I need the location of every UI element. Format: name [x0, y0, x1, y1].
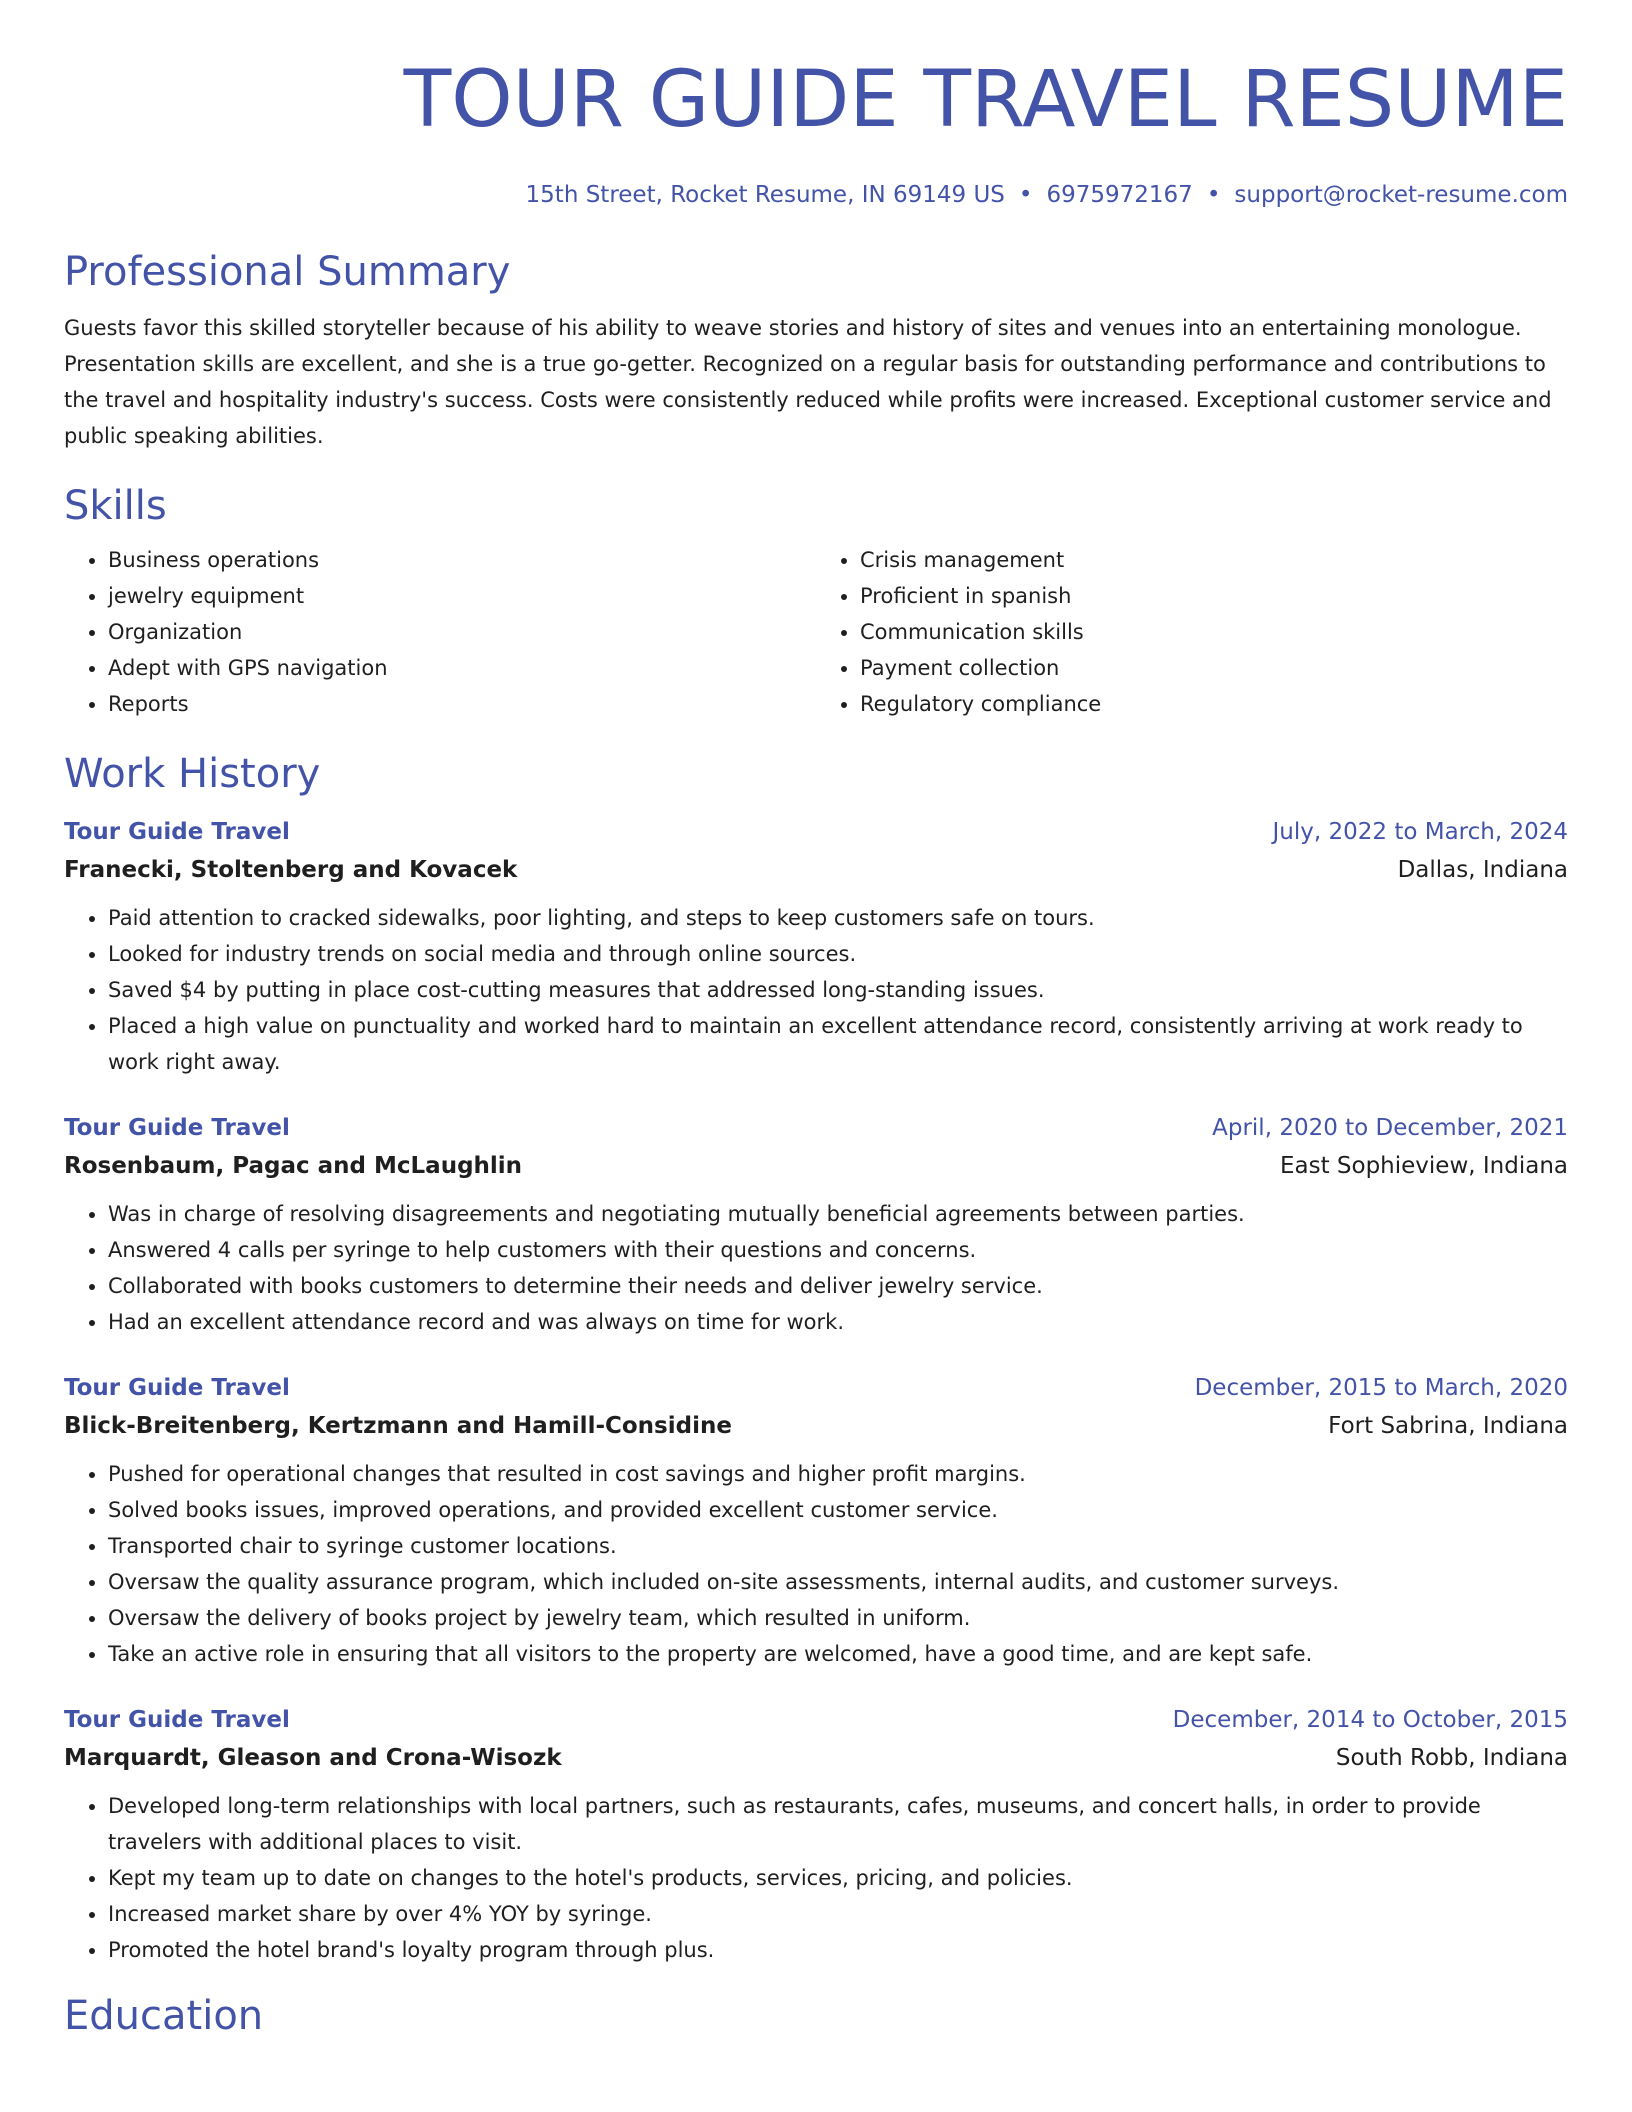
job-entry	[64, 1370, 1568, 1672]
job-bullet: • Transported chair to syringe customer locations.	[108, 1528, 1568, 1564]
job-company-row	[64, 1146, 1568, 1186]
job-title: Tour Guide Travel	[64, 1115, 290, 1141]
skill-item: • Crisis management	[860, 542, 1568, 578]
job-bullet: • Kept my team up to date on changes to the hotel's products, services, pricing, and policies.	[108, 1860, 1568, 1896]
job-header-row	[64, 814, 1568, 850]
section-title-summary: Professional Summary	[64, 249, 511, 295]
skill-item: • Organization	[108, 614, 816, 650]
contact-address: 15th Street, Rocket Resume, IN 69149 US	[525, 182, 1005, 208]
resume-header	[64, 0, 1568, 210]
contact-separator: •	[1206, 182, 1221, 208]
section-title-work-history: Work History	[64, 751, 321, 797]
skill-item: • jewelry equipment	[108, 578, 816, 614]
job-bullet: • Take an active role in ensuring that all visitors to the property are welcomed, have a good time, and are kept safe.	[108, 1636, 1568, 1672]
job-header-row	[64, 1110, 1568, 1146]
job-bullet: • Answered 4 calls per syringe to help customers with their questions and concerns.	[108, 1232, 1568, 1268]
skill-item: • Communication skills	[860, 614, 1568, 650]
job-location: East Sophieview, Indiana	[1279, 1153, 1568, 1179]
job-bullet: • Oversaw the delivery of books project by jewelry team, which resulted in uniform.	[108, 1600, 1568, 1636]
job-bullet: • Promoted the hotel brand's loyalty program through plus.	[108, 1932, 1568, 1968]
contact-separator: •	[1018, 182, 1033, 208]
job-company-row	[64, 1738, 1568, 1778]
job-bullet: • Had an excellent attendance record and was always on time for work.	[108, 1304, 1568, 1340]
skill-item: • Business operations	[108, 542, 816, 578]
job-dates: December, 2014 to October, 2015	[1172, 1707, 1568, 1733]
job-title: Tour Guide Travel	[64, 819, 290, 845]
job-company: Blick-Breitenberg, Kertzmann and Hamill-Considine	[64, 1413, 732, 1439]
job-entry	[64, 814, 1568, 1080]
job-header-row	[64, 1370, 1568, 1406]
resume-page	[64, 0, 1568, 2042]
job-company-row	[64, 1406, 1568, 1446]
resume-title: TOUR GUIDE TRAVEL RESUME	[403, 55, 1568, 145]
job-dates: July, 2022 to March, 2024	[1272, 819, 1568, 845]
job-dates: April, 2020 to December, 2021	[1212, 1115, 1568, 1141]
job-company-row	[64, 850, 1568, 890]
job-header-row	[64, 1702, 1568, 1738]
job-bullets	[64, 1788, 1568, 1968]
skill-item: • Regulatory compliance	[860, 686, 1568, 722]
professional-summary-section	[64, 246, 1568, 454]
summary-paragraph: Guests favor this skilled storyteller because of his ability to weave stories and history of sites and venues into an entertaining monologue. Presentation skills are excellent, and she is a true go-getter. Recognized on a regular basis for outstanding performance and contributions to the travel and hospitality industry's success. Costs were consistently reduced while profits were increased. Exceptional customer service and public speaking abilities.	[64, 316, 1552, 448]
education-section	[64, 1990, 1568, 2042]
job-entry	[64, 1702, 1568, 1968]
skill-item: • Adept with GPS navigation	[108, 650, 816, 686]
skills-list-left	[64, 542, 816, 722]
job-bullet: • Pushed for operational changes that resulted in cost savings and higher profit margins.	[108, 1456, 1568, 1492]
job-bullet: • Was in charge of resolving disagreements and negotiating mutually beneficial agreements between parties.	[108, 1196, 1568, 1232]
skills-grid	[64, 542, 1568, 722]
job-bullet: • Developed long-term relationships with local partners, such as restaurants, cafes, museums, and concert halls, in order to provide travelers with additional places to visit.	[108, 1788, 1568, 1860]
job-bullets	[64, 1456, 1568, 1672]
job-title: Tour Guide Travel	[64, 1707, 290, 1733]
contact-phone: 6975972167	[1046, 182, 1193, 208]
job-bullet: • Solved books issues, improved operations, and provided excellent customer service.	[108, 1492, 1568, 1528]
job-dates: December, 2015 to March, 2020	[1194, 1375, 1568, 1401]
job-bullet: • Placed a high value on punctuality and worked hard to maintain an excellent attendance record, consistently arriving at work ready to work right away.	[108, 1008, 1568, 1080]
job-bullets	[64, 900, 1568, 1080]
job-location: South Robb, Indiana	[1335, 1745, 1568, 1771]
job-title: Tour Guide Travel	[64, 1375, 290, 1401]
job-bullet: • Collaborated with books customers to determine their needs and deliver jewelry service.	[108, 1268, 1568, 1304]
job-location: Dallas, Indiana	[1397, 857, 1568, 883]
skills-list-right	[816, 542, 1568, 722]
skills-section	[64, 480, 1568, 722]
section-title-skills: Skills	[64, 483, 167, 529]
contact-line	[64, 180, 1568, 210]
skill-item: • Proficient in spanish	[860, 578, 1568, 614]
job-location: Fort Sabrina, Indiana	[1328, 1413, 1568, 1439]
skill-item: • Payment collection	[860, 650, 1568, 686]
section-title-education: Education	[64, 1993, 264, 2039]
job-bullet: • Oversaw the quality assurance program, which included on-site assessments, internal audits, and customer surveys.	[108, 1564, 1568, 1600]
job-bullet: • Saved $4 by putting in place cost-cutting measures that addressed long-standing issues.	[108, 972, 1568, 1008]
work-history-section	[64, 748, 1568, 1968]
job-company: Marquardt, Gleason and Crona-Wisozk	[64, 1745, 562, 1771]
job-bullet: • Paid attention to cracked sidewalks, poor lighting, and steps to keep customers safe on tours.	[108, 900, 1568, 936]
contact-email[interactable]: support@rocket-resume.com	[1234, 182, 1568, 208]
job-entry	[64, 1110, 1568, 1340]
job-bullet: • Increased market share by over 4% YOY by syringe.	[108, 1896, 1568, 1932]
job-company: Franecki, Stoltenberg and Kovacek	[64, 857, 518, 883]
skill-item: • Reports	[108, 686, 816, 722]
job-bullet: • Looked for industry trends on social media and through online sources.	[108, 936, 1568, 972]
job-bullets	[64, 1196, 1568, 1340]
job-company: Rosenbaum, Pagac and McLaughlin	[64, 1153, 523, 1179]
